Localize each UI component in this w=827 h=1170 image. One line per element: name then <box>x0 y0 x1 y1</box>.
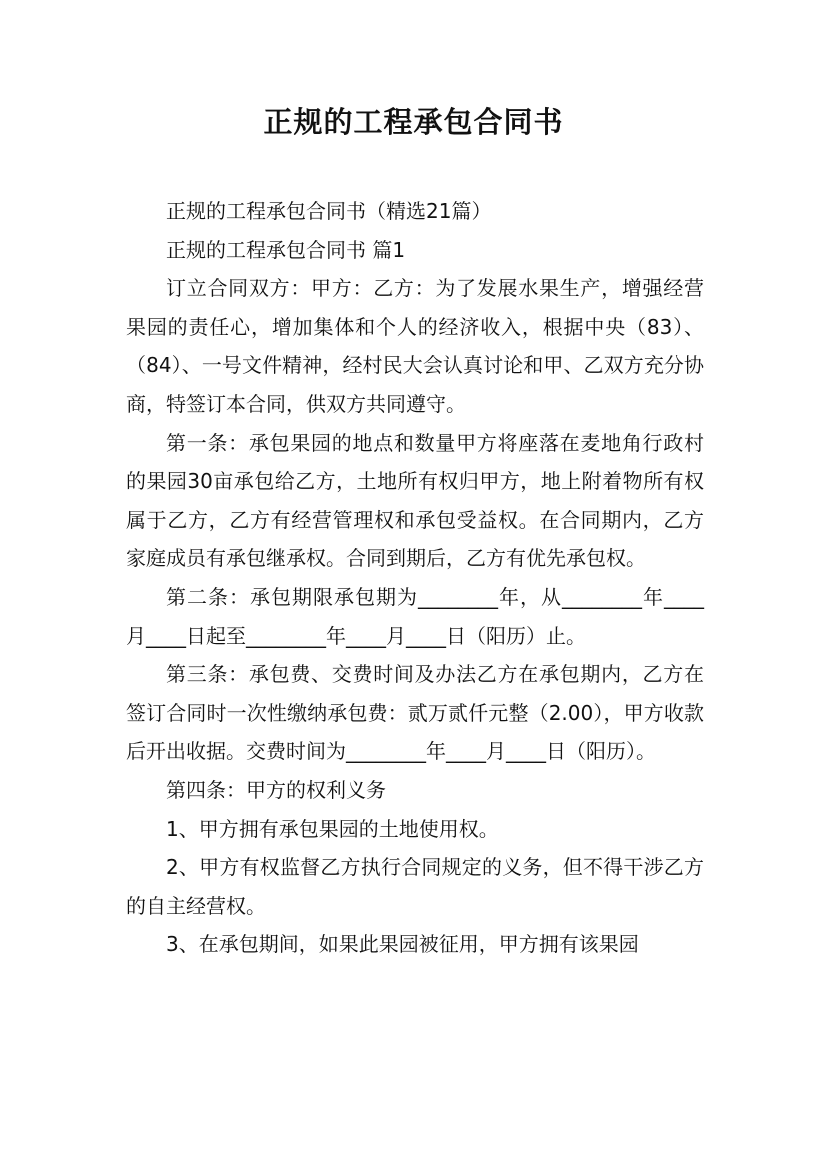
paragraph-article-4: 第四条：甲方的权利义务 <box>166 777 386 802</box>
paragraph-collection-heading: 正规的工程承包合同书（精选21篇） <box>166 199 492 223</box>
paragraph-article-3: 第三条：承包费、交费时间及办法乙方在承包期内，乙方在签订合同时一次性缴纳承包费：贰万贰仟元整（2.00），甲方收款后开出收据。交费时间为________年____月____日（阳历）。 <box>126 662 704 764</box>
paragraph-article-2: 第二条：承包期限承包期为________年，从________年____月____日起至________年____月____日（阳历）止。 <box>126 584 704 648</box>
document-body <box>126 192 704 964</box>
paragraph-item-1: 1、甲方拥有承包果园的土地使用权。 <box>166 816 499 841</box>
document-title: 正规的工程承包合同书 <box>263 105 564 139</box>
paragraph-preamble: 订立合同双方：甲方：乙方：为了发展水果生产，增强经营果园的责任心，增加集体和个人的经济收入，根据中央（83）、（84）、一号文件精神，经村民大会认真讨论和甲、乙双方充分协商，特签订本合同，供双方共同遵守。 <box>126 276 704 416</box>
paragraph-item-2: 2、甲方有权监督乙方执行合同规定的义务，但不得干涉乙方的自主经营权。 <box>126 855 704 918</box>
paragraph-item-3: 3、在承包期间，如果此果园被征用，甲方拥有该果园 <box>166 932 639 957</box>
paragraph-article-1: 第一条：承包果园的地点和数量甲方将座落在麦地角行政村的果园30亩承包给乙方，土地所有权归甲方，地上附着物所有权属于乙方，乙方有经营管理权和承包受益权。在合同期内，乙方家庭成员有承包继承权。合同到期后，乙方有优先承包权。 <box>126 430 704 571</box>
paragraph-section-heading: 正规的工程承包合同书 篇1 <box>166 237 406 262</box>
